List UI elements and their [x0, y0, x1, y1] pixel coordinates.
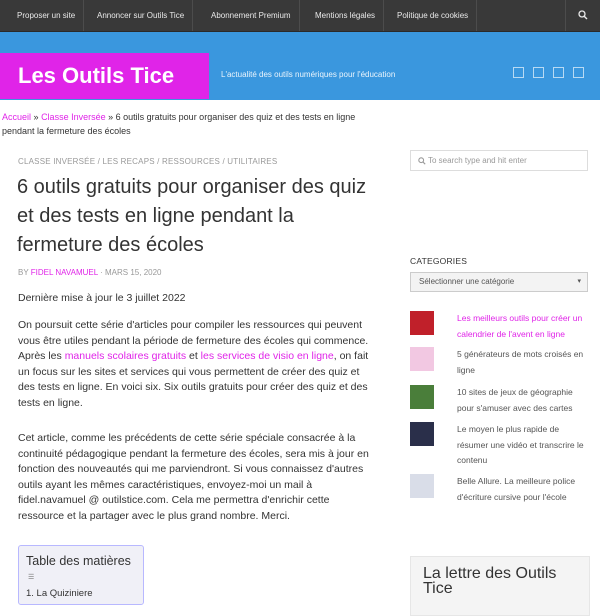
top-nav [0, 0, 600, 32]
article-updated: Dernière mise à jour le 3 juillet 2022 [18, 292, 186, 304]
p1-text-b: et [186, 350, 201, 362]
sidebar-search-input[interactable] [410, 150, 588, 171]
categories-select-value: Sélectionner une catégorie [419, 277, 515, 286]
post-title[interactable]: 10 sites de jeux de géographie pour s'amuser avec des cartes [457, 387, 573, 413]
breadcrumb-current: 6 outils gratuits pour organiser des quiz et des tests en ligne pendant la fermeture des écoles [2, 112, 356, 136]
categories-heading: CATEGORIES [410, 256, 468, 266]
article-paragraph-1 [18, 318, 378, 411]
breadcrumb-home[interactable]: Accueil [2, 112, 32, 122]
nav-abonnement[interactable]: Abonnement Premium [203, 0, 300, 31]
link-manuels-scolaires[interactable]: manuels scolaires gratuits [64, 350, 187, 362]
toc-toggle-icon[interactable]: ☰ [28, 574, 35, 581]
post-thumbnail[interactable] [410, 347, 434, 371]
p1-text-a: On poursuit cette série d'articles pour compiler les ressources qui peuvent vous être utiles pendant la période de fermeture des écoles qui commence. Après les [18, 319, 369, 362]
search-icon [578, 10, 588, 20]
nav-search-button[interactable] [565, 0, 600, 31]
nav-proposer[interactable]: Proposer un site [9, 0, 84, 31]
article-title: 6 outils gratuits pour organiser des quiz et des tests en ligne pendant la fermeture des écoles [17, 176, 367, 256]
breadcrumb-sep: » [108, 112, 114, 122]
article-date: · MARS 15, 2020 [100, 268, 162, 277]
post-title[interactable]: Le moyen le plus rapide de résumer une vidéo et transcrire le contenu [457, 424, 584, 465]
nav-annoncer[interactable]: Annoncer sur Outils Tice [89, 0, 193, 31]
link-services-visio[interactable]: les services de visio en ligne [200, 350, 334, 362]
categories-select[interactable] [410, 272, 588, 292]
article-meta [18, 268, 162, 277]
rss-icon[interactable] [573, 67, 584, 78]
post-thumbnail[interactable] [410, 422, 434, 446]
meta-by: BY [18, 268, 29, 277]
twitter-icon[interactable] [533, 67, 544, 78]
newsletter-title: La lettre des Outils Tice [423, 565, 557, 597]
post-thumbnail[interactable] [410, 385, 434, 409]
breadcrumb-sep: » [33, 112, 39, 122]
toc-title: Table des matières [26, 554, 131, 568]
article-paragraph-2: Cet article, comme les précédents de cette série spéciale consacrée à la continuité pédagogique pendant la fermeture des écoles, sera mis à jour en fonction des nouveautés qui me parviendront. Si vous connaissez d'autres outils ayant les mêmes caractéristiques, envoyez-moi un mail à fidel.navamuel @ outilstice.com. Cela me permettra d'enrichir cette ressource et la partager avec le plus grand nombre. Merci. [18, 432, 369, 522]
post-title[interactable]: 5 générateurs de mots croisés en ligne [457, 349, 584, 375]
facebook-icon[interactable] [513, 67, 524, 78]
post-thumbnail[interactable] [410, 311, 434, 335]
search-icon [418, 157, 426, 165]
linkedin-icon[interactable] [553, 67, 564, 78]
table-of-contents [18, 545, 144, 605]
site-logo[interactable]: Les Outils Tice [0, 53, 209, 99]
post-thumbnail[interactable] [410, 474, 434, 498]
nav-cookies[interactable]: Politique de cookies [389, 0, 477, 31]
site-tagline: L'actualité des outils numériques pour l'éducation [221, 70, 396, 79]
breadcrumb [2, 110, 387, 138]
toc-item-1[interactable]: 1. La Quiziniere [26, 588, 93, 599]
nav-mentions[interactable]: Mentions légales [307, 0, 384, 31]
search-placeholder: To search type and hit enter [428, 156, 527, 165]
post-title[interactable]: Les meilleurs outils pour créer un calendrier de l'avent en ligne [457, 313, 583, 339]
newsletter-box [410, 556, 590, 616]
article-categories[interactable]: CLASSE INVERSÉE / LES RECAPS / RESSOURCES / UTILITAIRES [18, 157, 278, 166]
breadcrumb-category[interactable]: Classe Inversée [41, 112, 106, 122]
p1-text-c: , on fait un focus sur les sites et services qui vous permettent de créer des quiz et des tests en ligne. En voici six. Six outils gratuits pour créer des quiz et des tests en ligne. [18, 350, 369, 409]
article-author[interactable]: FIDEL NAVAMUEL [30, 268, 98, 277]
chevron-down-icon: ▾ [577, 278, 581, 285]
post-title[interactable]: Belle Allure. La meilleure police d'écriture cursive pour l'école [457, 476, 576, 502]
